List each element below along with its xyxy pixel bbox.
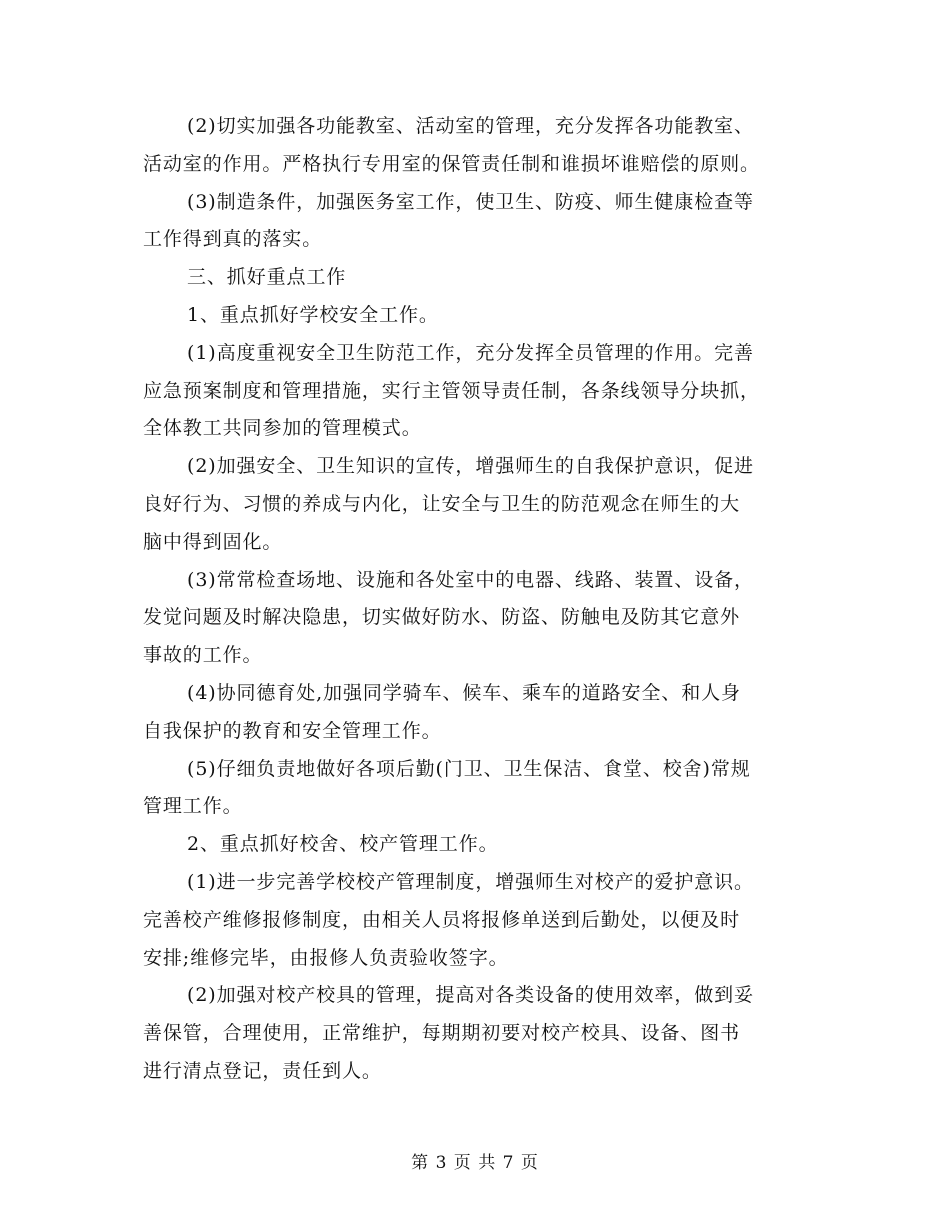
text-line: 2、重点抓好校舍、校产管理工作。	[187, 833, 499, 856]
text-line: 事故的工作。	[143, 644, 263, 667]
paragraph	[143, 675, 811, 751]
page-footer: 第 3 页 共 7 页	[411, 1153, 539, 1173]
paragraph	[143, 108, 811, 184]
text-line: (3)常常检查场地、设施和各处室中的电器、线路、装置、设备，	[187, 568, 754, 591]
text-line: 进行清点登记，责任到人。	[143, 1059, 382, 1082]
document-body	[143, 108, 811, 1091]
paragraph	[143, 562, 811, 675]
text-line: (1)高度重视安全卫生防范工作，充分发挥全员管理的作用。完善	[187, 341, 754, 364]
text-line: 工作得到真的落实。	[143, 228, 323, 251]
text-line: 应急预案制度和管理措施，实行主管领导责任制，各条线领导分块抓，	[143, 379, 760, 402]
paragraph	[143, 259, 811, 297]
text-line: (3)制造条件，加强医务室工作，使卫生、防疫、师生健康检查等	[187, 190, 754, 213]
text-line: 三、抓好重点工作	[187, 266, 347, 289]
text-line: 完善校产维修报修制度，由相关人员将报修单送到后勤处，以便及时	[143, 908, 741, 931]
text-line: 全体教工共同参加的管理模式。	[143, 417, 422, 440]
paragraph	[143, 751, 811, 827]
paragraph	[143, 448, 811, 561]
text-line: 脑中得到固化。	[143, 530, 283, 553]
paragraph	[143, 297, 811, 335]
text-line: (5)仔细负责地做好各项后勤(门卫、卫生保洁、食堂、校舍)常规	[187, 757, 751, 780]
paragraph	[143, 864, 811, 977]
text-line: 活动室的作用。严格执行专用室的保管责任制和谁损坏谁赔偿的原则。	[143, 152, 760, 175]
paragraph	[143, 977, 811, 1090]
text-line: 管理工作。	[143, 795, 243, 818]
text-line: 自我保护的教育和安全管理工作。	[143, 719, 442, 742]
text-line: 安排;维修完毕，由报修人负责验收签字。	[143, 946, 509, 969]
text-line: (2)加强安全、卫生知识的宣传，增强师生的自我保护意识，促进	[187, 455, 754, 478]
text-line: (1)进一步完善学校校产管理制度，增强师生对校产的爱护意识。	[187, 870, 754, 893]
paragraph	[143, 826, 811, 864]
text-line: 良好行为、习惯的养成与内化，让安全与卫生的防范观念在师生的大	[143, 492, 741, 515]
text-line: (2)切实加强各功能教室、活动室的管理，充分发挥各功能教室、	[187, 115, 754, 137]
text-line: (2)加强对校产校具的管理，提高对各类设备的使用效率，做到妥	[187, 984, 754, 1007]
paragraph	[143, 335, 811, 448]
text-line: 1、重点抓好学校安全工作。	[187, 303, 439, 326]
text-line: 发觉问题及时解决隐患，切实做好防水、防盗、防触电及防其它意外	[143, 606, 741, 629]
paragraph	[143, 184, 811, 260]
text-line: 善保管，合理使用，正常维护，每期期初要对校产校具、设备、图书	[143, 1022, 741, 1045]
text-line: (4)协同德育处,加强同学骑车、候车、乘车的道路安全、和人身	[187, 681, 741, 704]
